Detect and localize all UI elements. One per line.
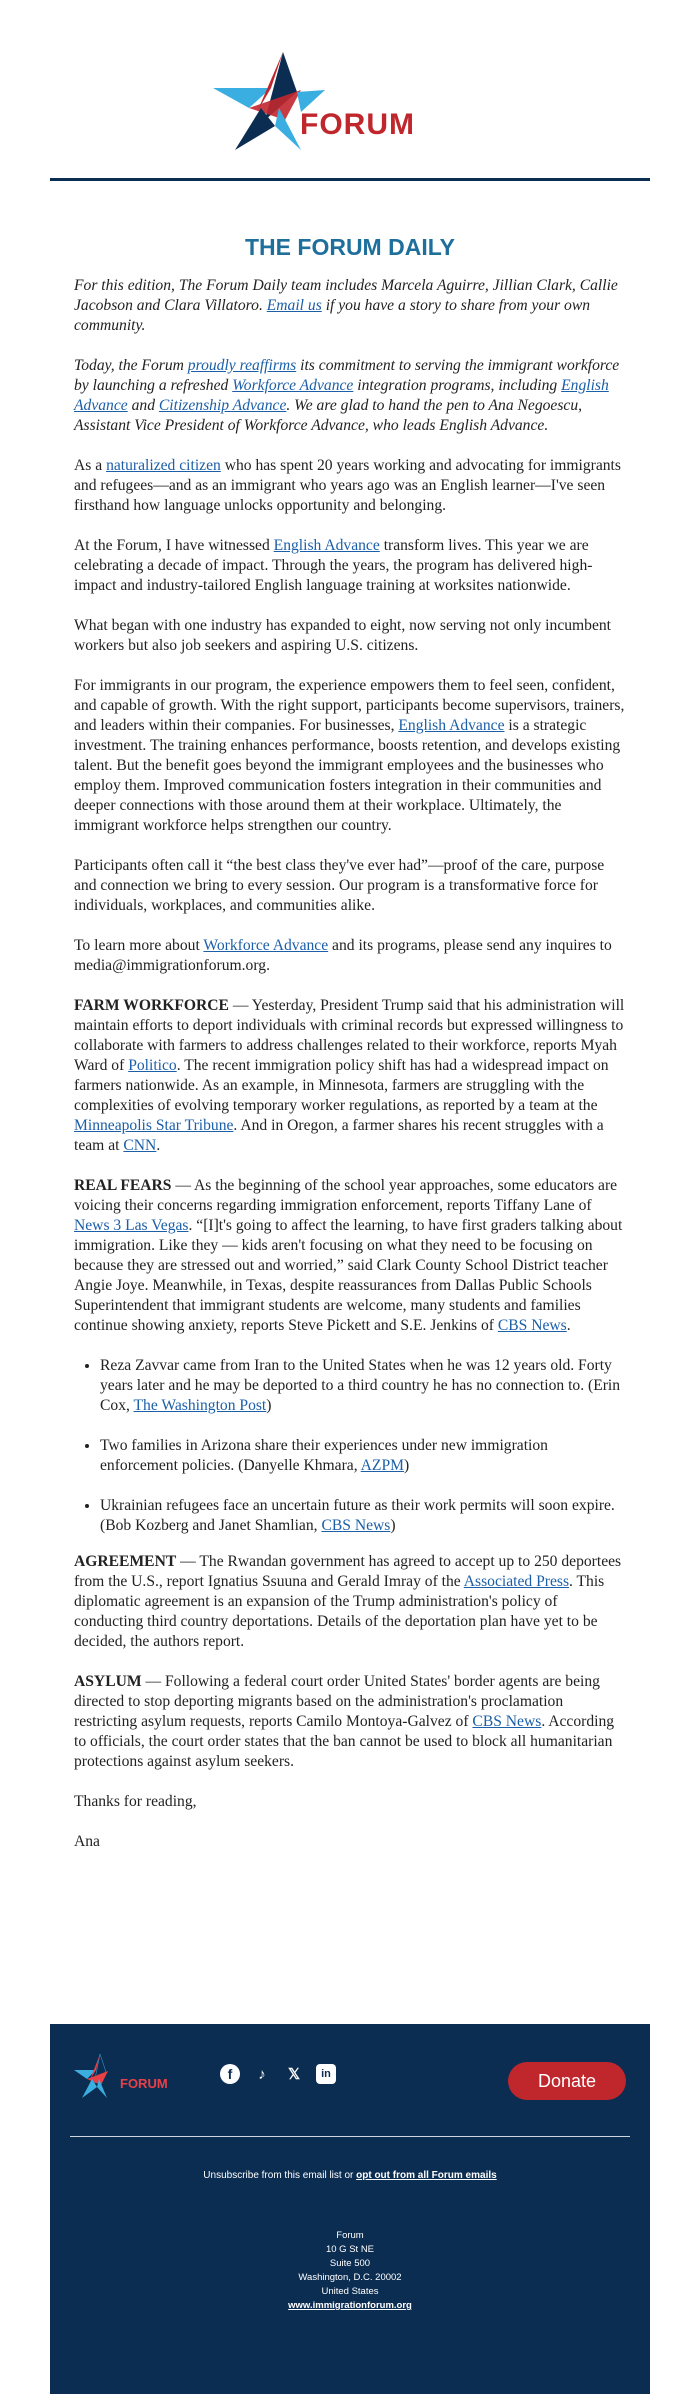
- cbs-news-link[interactable]: CBS News: [321, 1517, 391, 1534]
- intro-paragraph-team: [74, 276, 626, 336]
- news-text: . “[I]t's going to affect the learning, to have first graders talking about immigration. Like they — kids aren't focusing on what they need to be focusing on because they are stressed out and worried,” said Clark County School District teacher Angie Joye. Meanwhile, in Texas, despite reassurances from Dallas Public Schools Superintendent that immigrant students are welcome, many students and families continue showing anxiety, reports Steve Pickett and S.E. Jenkins of: [74, 1217, 623, 1334]
- list-item: [100, 1436, 626, 1476]
- header-divider: [50, 178, 650, 181]
- forum-star-logo: [205, 50, 385, 160]
- social-links: [220, 2064, 336, 2084]
- x-icon[interactable]: 𝕏: [287, 2066, 301, 2083]
- intro-text: Today, the Forum: [74, 357, 184, 374]
- bullet-text: Two families in Arizona share their experiences under new immigration enforcement policies. (Danyelle Khmara,: [100, 1437, 548, 1474]
- country-address: United States: [321, 2286, 379, 2297]
- news-heading: FARM WORKFORCE: [74, 997, 229, 1014]
- footer-logo-text: FORUM: [120, 2076, 168, 2091]
- associated-press-link[interactable]: Associated Press: [463, 1573, 570, 1590]
- news-heading: AGREEMENT: [74, 1553, 177, 1570]
- news-item-agreement: [74, 1552, 626, 1652]
- bullet-text: ): [390, 1517, 396, 1534]
- signature-name: Ana: [74, 1833, 100, 1850]
- proudly-reaffirms-link[interactable]: proudly reaffirms: [187, 357, 297, 374]
- essay-text: For immigrants in our program, the experience empowers them to feel seen, confident, and capable of growth. With the right support, participants become supervisors, trainers, and leaders within their companies. For businesses,: [74, 677, 625, 734]
- donate-button[interactable]: Donate: [508, 2062, 626, 2100]
- closing-thanks: Thanks for reading,: [74, 1793, 197, 1810]
- news-heading: REAL FEARS: [74, 1177, 172, 1194]
- newsletter-title: THE FORUM DAILY: [245, 234, 455, 260]
- news-item-real-fears: [74, 1176, 626, 1336]
- facebook-icon[interactable]: f: [220, 2064, 240, 2084]
- city-address: Washington, D.C. 20002: [298, 2272, 402, 2283]
- azpm-link[interactable]: AZPM: [360, 1457, 404, 1474]
- essay-paragraph: Participants often call it “the best class they've ever had”—proof of the care, purpose and connection we bring to every session. Our program is a transformative force for individuals, workplaces, and communities alike.: [74, 857, 605, 914]
- news-text: .: [566, 1317, 571, 1334]
- politico-link[interactable]: Politico: [128, 1057, 177, 1074]
- list-item: [100, 1496, 626, 1536]
- news-text: — Yesterday, President Trump said that his administration will maintain efforts to deport individuals with criminal records but expressed willingness to collaborate with farmers to address challenges related to their workforce, reports Myah Ward of: [74, 997, 625, 1074]
- intro-text: integration programs, including: [357, 377, 558, 394]
- english-advance-link[interactable]: English Advance: [74, 377, 609, 414]
- essay-paragraph: What began with one industry has expanded to eight, now serving not only incumbent workers but also job seekers and aspiring U.S. citizens.: [74, 617, 612, 654]
- workforce-advance-link[interactable]: Workforce Advance: [203, 937, 329, 954]
- news-text: . The recent immigration policy shift has had a widespread impact on farmers nationwide. As an example, in Minnesota, farmers are struggling with the complexities of evolving temporary worker regulations, as reported by a team at the: [74, 1057, 609, 1114]
- bullet-text: ): [404, 1457, 410, 1474]
- star-tribune-link[interactable]: Minneapolis Star Tribune: [74, 1117, 234, 1134]
- news-text: . According to officials, the court order states that the ban cannot be used to block all humanitarian protections against asylum seekers.: [74, 1713, 615, 1770]
- suite-address: Suite 500: [329, 2258, 371, 2269]
- news-text: . This diplomatic agreement is an expansion of the Trump administration's policy of conducting third country deportations. Details of the deportation plan have yet to be decided, the authors report.: [74, 1573, 605, 1650]
- essay-text: is a strategic investment. The training enhances performance, boosts retention, and develops existing talent. But the benefit goes beyond the immigrant employees and the businesses who employ them. Improved communication fosters integration in their communities and deeper connections with those around them at their workplace. Ultimately, the immigrant workforce helps strengthen our country.: [74, 717, 621, 834]
- opt-out-link[interactable]: opt out from all Forum emails: [356, 2170, 497, 2181]
- citizenship-advance-link[interactable]: Citizenship Advance: [158, 397, 287, 414]
- unsubscribe-line: [50, 2170, 650, 2181]
- bullet-text: Ukrainian refugees face an uncertain future as their work permits will soon expire. (Bob Kozberg and Janet Shamlian,: [100, 1497, 615, 1534]
- essay-paragraph: [74, 676, 626, 836]
- cbs-news-link[interactable]: CBS News: [472, 1713, 542, 1730]
- essay-paragraph: [74, 456, 626, 516]
- news3-link[interactable]: News 3 Las Vegas: [74, 1217, 189, 1234]
- intro-text: . We are glad to hand the pen to Ana Negoescu, Assistant Vice President of Workforce Advance, who leads English Advance.: [74, 397, 583, 434]
- footer-address: [50, 2229, 650, 2313]
- news-item-asylum: [74, 1672, 626, 1772]
- essay-text: who has spent 20 years working and advocating for immigrants and refugees—and as an immigrant who years ago was an English learner—I've seen firsthand how language unlocks opportunity and belonging.: [74, 457, 621, 514]
- english-advance-link[interactable]: English Advance: [273, 537, 380, 554]
- news-bullet-list: [74, 1356, 626, 1536]
- email-us-link[interactable]: Email us: [266, 297, 322, 314]
- news-text: . And in Oregon, a farmer shares his recent struggles with a team at: [74, 1117, 604, 1154]
- intro-text: if you have a story to share from your own community.: [74, 297, 591, 334]
- essay-text: As a: [74, 457, 103, 474]
- essay-paragraph: [74, 936, 626, 976]
- news-text: — As the beginning of the school year approaches, some educators are voicing their concerns regarding immigration enforcement, reports Tiffany Lane of: [74, 1177, 618, 1214]
- washington-post-link[interactable]: The Washington Post: [133, 1397, 267, 1414]
- naturalized-citizen-link[interactable]: naturalized citizen: [106, 457, 221, 474]
- news-heading: ASYLUM: [74, 1673, 142, 1690]
- news-item-farm-workforce: [74, 996, 626, 1156]
- linkedin-icon[interactable]: in: [316, 2064, 336, 2084]
- list-item: [100, 1356, 626, 1416]
- footer: [50, 2024, 650, 2394]
- essay-text: transform lives. This year we are celebrating a decade of impact. Through the years, the program has delivered high-impact and industry-tailored English language training at worksites nationwide.: [74, 537, 593, 594]
- newsletter-body: [74, 276, 626, 1872]
- news-text: — The Rwandan government has agreed to accept up to 250 deportees from the U.S., report Ignatius Ssuuna and Gerald Imray of the: [74, 1553, 622, 1590]
- website-link[interactable]: www.immigrationforum.org: [288, 2300, 412, 2311]
- cnn-link[interactable]: CNN: [123, 1137, 157, 1154]
- intro-text: and: [131, 397, 155, 414]
- bullet-text: ): [266, 1397, 272, 1414]
- workforce-advance-link[interactable]: Workforce Advance: [232, 377, 354, 394]
- essay-paragraph: [74, 536, 626, 596]
- essay-text: At the Forum, I have witnessed: [74, 537, 270, 554]
- street-address: 10 G St NE: [325, 2244, 375, 2255]
- footer-divider: [70, 2136, 630, 2137]
- forum-logo-text: FORUM: [300, 108, 415, 141]
- news-text: — Following a federal court order United States' border agents are being directed to stop deporting migrants based on the administration's proclamation restricting asylum requests, reports Camilo Montoya-Galvez of: [74, 1673, 600, 1730]
- tiktok-icon[interactable]: ♪: [258, 2065, 266, 2083]
- bullet-text: Reza Zavvar came from Iran to the United States when he was 12 years old. Forty years later and he may be deported to a third country he has no connection to. (Erin Cox,: [100, 1357, 621, 1414]
- essay-text: To learn more about: [74, 937, 200, 954]
- cbs-news-link[interactable]: CBS News: [497, 1317, 567, 1334]
- english-advance-link[interactable]: English Advance: [398, 717, 505, 734]
- intro-text: its commitment to serving the immigrant workforce by launching a refreshed: [74, 357, 620, 394]
- unsubscribe-text: Unsubscribe from this email list or: [203, 2170, 354, 2181]
- intro-text: For this edition, The Forum Daily team includes Marcela Aguirre, Jillian Clark, Callie Jacobson and Clara Villatoro.: [74, 277, 618, 314]
- intro-paragraph-launch: [74, 356, 626, 436]
- essay-text: and its programs, please send any inquires to media@immigrationforum.org.: [74, 937, 612, 974]
- org-name: Forum: [336, 2230, 364, 2241]
- news-text: .: [156, 1137, 161, 1154]
